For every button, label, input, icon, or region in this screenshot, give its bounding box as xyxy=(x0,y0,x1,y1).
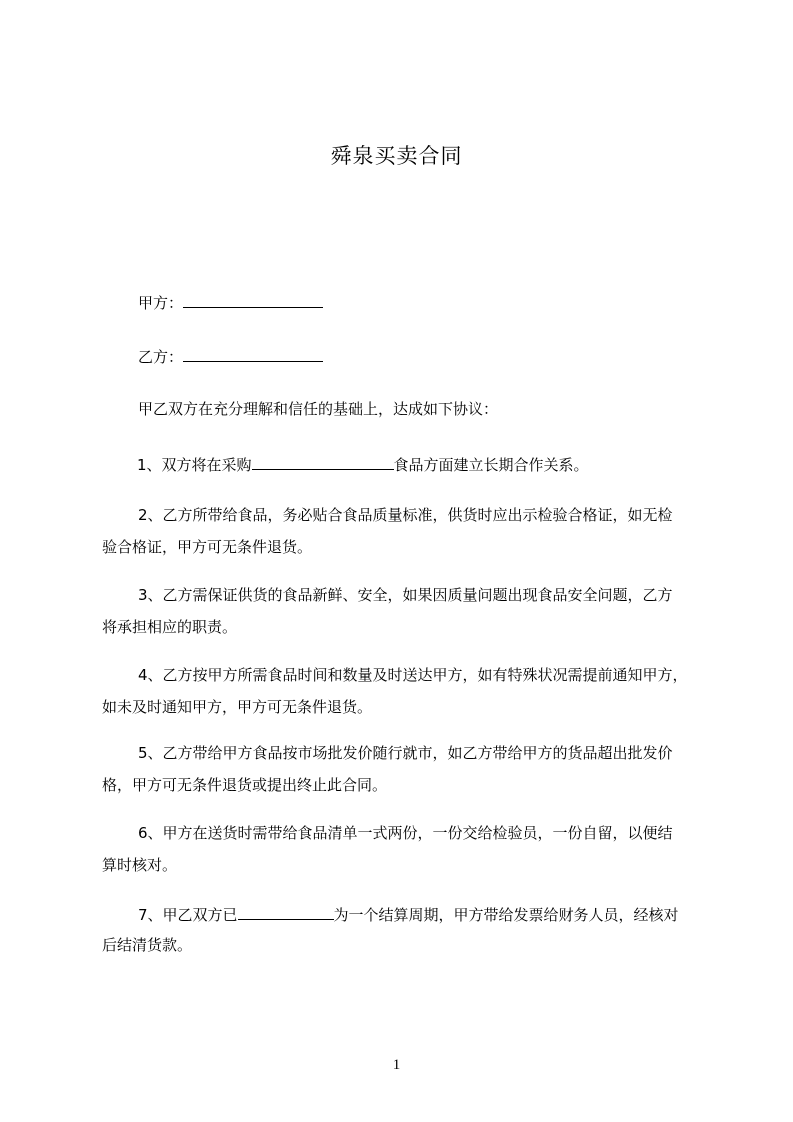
party-a-line xyxy=(138,291,323,313)
clause-7 xyxy=(102,903,714,967)
clause-7-line-1 xyxy=(102,903,714,923)
party-b-line xyxy=(138,345,323,367)
clause-7-after: 为一个结算周期，甲方带给发票给财务人员，经核对 xyxy=(333,906,679,924)
clause-6 xyxy=(102,823,714,887)
clause-4-line-2: 如未及时通知甲方，甲方可无条件退货。 xyxy=(102,698,373,716)
clause-7-blank xyxy=(238,903,334,920)
clause-5-line-2: 格，甲方可无条件退货或提出终止此合同。 xyxy=(102,776,388,794)
clause-7-line-2: 后结清货款。 xyxy=(102,936,193,954)
clause-5-line-1: 5、乙方带给甲方食品按市场批发价随行就市，如乙方带给甲方的货品超出批发价 xyxy=(138,744,673,762)
clause-3 xyxy=(102,585,714,649)
clause-1 xyxy=(137,453,589,475)
clause-6-line-2: 算时核对。 xyxy=(102,856,178,874)
clause-4-line-1: 4、乙方按甲方所需食品时间和数量及时送达甲方，如有特殊状况需提前通知甲方， xyxy=(138,666,688,684)
party-a-label: 甲方： xyxy=(138,294,184,312)
clause-1-after: 食品方面建立长期合作关系。 xyxy=(393,456,589,474)
clause-1-blank xyxy=(252,453,394,470)
clause-3-line-2: 将承担相应的职责。 xyxy=(102,618,238,636)
document-title: 舜泉买卖合同 xyxy=(330,144,463,168)
party-b-blank xyxy=(183,345,323,362)
clause-2-line-2: 验合格证，甲方可无条件退货。 xyxy=(102,538,313,556)
clause-1-before: 1、双方将在采购 xyxy=(137,456,252,474)
clause-5 xyxy=(102,743,714,807)
clause-7-before: 7、甲乙双方已 xyxy=(138,906,238,924)
page-number: 1 xyxy=(392,1057,401,1073)
clause-2-line-1: 2、乙方所带给食品，务必贴合食品质量标准，供货时应出示检验合格证，如无检 xyxy=(138,506,673,524)
clause-6-line-1: 6、甲方在送货时需带给食品清单一式两份，一份交给检验员，一份自留，以便结 xyxy=(138,824,673,842)
party-a-blank xyxy=(183,291,323,308)
clause-2 xyxy=(102,505,714,569)
intro-paragraph: 甲乙双方在充分理解和信任的基础上，达成如下协议： xyxy=(138,400,499,418)
clause-4 xyxy=(102,665,714,729)
clause-3-line-1: 3、乙方需保证供货的食品新鲜、安全，如果因质量问题出现食品安全问题，乙方 xyxy=(138,586,673,604)
party-b-label: 乙方： xyxy=(138,348,184,366)
